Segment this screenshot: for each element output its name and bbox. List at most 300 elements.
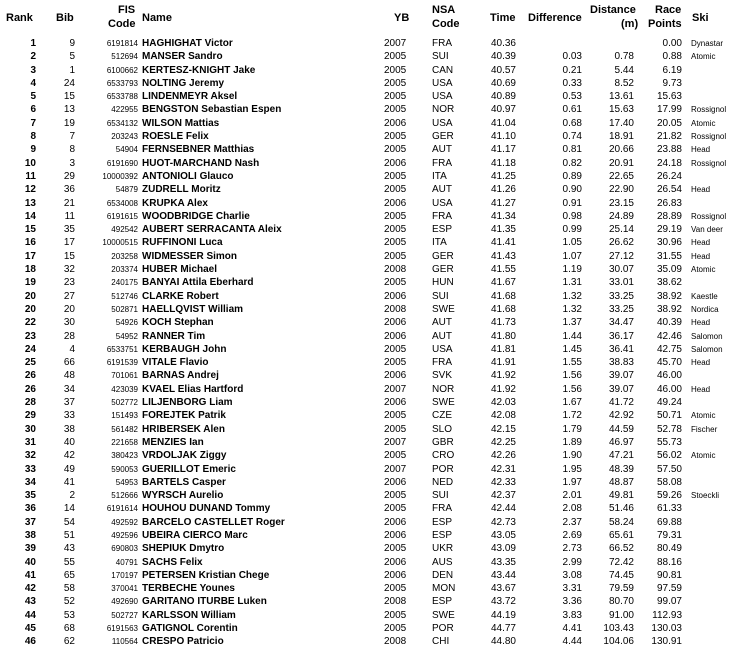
result-year-of-birth: 2005 bbox=[384, 357, 407, 369]
result-nsa-code: GBR bbox=[432, 436, 454, 448]
result-distance: 74.45 bbox=[608, 569, 634, 581]
result-ski-brand: Salomon bbox=[691, 331, 723, 341]
result-time: 44.19 bbox=[490, 609, 516, 621]
result-nsa-code: POR bbox=[432, 463, 454, 475]
result-fis-code: 561482 bbox=[111, 424, 138, 434]
result-name: HAGHIGHAT Victor bbox=[142, 38, 233, 49]
result-nsa-code: USA bbox=[432, 77, 453, 89]
result-distance: 48.87 bbox=[608, 476, 634, 488]
header-difference: Difference bbox=[528, 12, 582, 24]
result-year-of-birth: 2005 bbox=[384, 104, 407, 116]
result-time: 42.25 bbox=[490, 436, 516, 448]
result-rank: 39 bbox=[24, 543, 36, 555]
table-row bbox=[0, 117, 740, 130]
result-bib: 5 bbox=[69, 51, 75, 63]
result-year-of-birth: 2006 bbox=[384, 397, 407, 409]
result-name: VRDOLJAK Ziggy bbox=[142, 450, 227, 462]
result-rank: 40 bbox=[24, 556, 36, 568]
result-name: PETERSEN Kristian Chege bbox=[142, 569, 270, 581]
result-difference: 0.82 bbox=[562, 157, 582, 169]
result-distance: 30.07 bbox=[608, 264, 634, 276]
result-ski-brand: Head bbox=[691, 318, 711, 328]
result-name: HAELLQVIST William bbox=[142, 303, 244, 315]
result-ski-brand: Head bbox=[691, 185, 711, 195]
header-bib: Bib bbox=[56, 12, 74, 24]
result-time: 43.67 bbox=[490, 583, 516, 595]
result-distance: 15.63 bbox=[608, 104, 634, 116]
result-fis-code: 6191563 bbox=[106, 624, 138, 634]
result-nsa-code: FRA bbox=[432, 503, 452, 515]
result-year-of-birth: 2006 bbox=[384, 556, 407, 568]
result-ski-brand: Nordica bbox=[691, 304, 719, 314]
result-race-points: 26.24 bbox=[656, 170, 682, 182]
result-ski-brand: Dynastar bbox=[691, 39, 724, 48]
result-ski-brand: Kaestle bbox=[691, 291, 718, 301]
result-difference: 1.79 bbox=[562, 423, 582, 435]
result-year-of-birth: 2006 bbox=[384, 157, 407, 169]
result-difference: 1.67 bbox=[562, 397, 582, 409]
result-difference: 1.31 bbox=[562, 277, 582, 289]
result-time: 40.89 bbox=[490, 91, 516, 103]
result-nsa-code: NOR bbox=[432, 104, 455, 116]
result-fis-code: 6191615 bbox=[106, 211, 138, 221]
result-nsa-code: USA bbox=[432, 197, 453, 209]
result-bib: 28 bbox=[63, 330, 75, 342]
result-difference: 1.90 bbox=[562, 450, 582, 462]
result-race-points: 40.39 bbox=[656, 317, 682, 329]
result-time: 42.37 bbox=[490, 490, 516, 502]
result-time: 41.35 bbox=[490, 224, 516, 236]
result-difference: 3.36 bbox=[562, 596, 582, 608]
result-race-points: 130.03 bbox=[651, 623, 682, 635]
result-ski-brand: Atomic bbox=[691, 411, 716, 421]
result-fis-code: 54953 bbox=[115, 477, 138, 487]
result-ski-brand: Atomic bbox=[691, 118, 716, 128]
result-nsa-code: GER bbox=[432, 250, 454, 262]
results-table-body bbox=[0, 37, 740, 649]
result-year-of-birth: 2008 bbox=[384, 264, 407, 276]
result-race-points: 9.73 bbox=[662, 77, 682, 89]
result-bib: 19 bbox=[63, 117, 75, 129]
result-fis-code: 6533788 bbox=[106, 92, 138, 102]
result-bib: 37 bbox=[63, 397, 75, 409]
result-fis-code: 54879 bbox=[115, 185, 138, 195]
result-rank: 12 bbox=[24, 184, 36, 196]
result-bib: 48 bbox=[63, 370, 75, 382]
result-race-points: 20.05 bbox=[656, 117, 682, 129]
result-nsa-code: UKR bbox=[432, 543, 454, 555]
table-row bbox=[0, 356, 740, 369]
result-year-of-birth: 2005 bbox=[384, 623, 407, 635]
result-nsa-code: FRA bbox=[432, 357, 452, 369]
result-year-of-birth: 2005 bbox=[384, 77, 407, 89]
result-ski-brand: Head bbox=[691, 251, 711, 261]
result-rank: 6 bbox=[30, 104, 36, 116]
result-distance: 65.61 bbox=[608, 529, 634, 541]
table-row bbox=[0, 143, 740, 156]
result-fis-code: 492690 bbox=[111, 597, 138, 607]
result-race-points: 0.00 bbox=[662, 38, 682, 49]
result-time: 41.17 bbox=[490, 144, 516, 156]
result-difference: 1.05 bbox=[562, 237, 582, 249]
result-name: KERTESZ-KNIGHT Jake bbox=[142, 64, 256, 76]
result-rank: 22 bbox=[24, 317, 36, 329]
result-bib: 66 bbox=[63, 357, 75, 369]
result-difference: 4.44 bbox=[562, 636, 582, 648]
result-race-points: 23.88 bbox=[656, 144, 682, 156]
result-difference: 1.55 bbox=[562, 357, 582, 369]
result-rank: 15 bbox=[24, 224, 36, 236]
result-bib: 21 bbox=[63, 197, 75, 209]
result-distance: 27.12 bbox=[608, 250, 634, 262]
result-name: SHEPIUK Dmytro bbox=[142, 543, 225, 555]
header-nsa-line2: Code bbox=[432, 18, 460, 30]
result-race-points: 69.88 bbox=[656, 516, 682, 528]
result-nsa-code: CRO bbox=[432, 450, 455, 462]
result-difference: 0.03 bbox=[562, 51, 582, 63]
result-rank: 18 bbox=[24, 264, 36, 276]
table-row bbox=[0, 50, 740, 63]
result-race-points: 112.93 bbox=[652, 609, 682, 621]
header-race-line2: Points bbox=[648, 18, 682, 30]
result-rank: 37 bbox=[24, 516, 36, 528]
result-time: 42.15 bbox=[490, 423, 516, 435]
result-name: KVAEL Elias Hartford bbox=[142, 383, 244, 395]
result-bib: 23 bbox=[63, 277, 75, 289]
result-year-of-birth: 2006 bbox=[384, 476, 407, 488]
result-difference: 0.21 bbox=[562, 64, 582, 76]
result-nsa-code: ITA bbox=[432, 237, 447, 249]
result-nsa-code: SUI bbox=[432, 51, 449, 63]
result-distance: 33.25 bbox=[608, 303, 634, 315]
result-fis-code: 54904 bbox=[115, 145, 138, 155]
result-distance: 66.52 bbox=[608, 543, 634, 555]
result-difference: 0.90 bbox=[562, 184, 582, 196]
result-name: LINDENMEYR Aksel bbox=[142, 91, 238, 103]
result-fis-code: 492542 bbox=[111, 225, 138, 235]
result-bib: 55 bbox=[63, 556, 75, 568]
result-race-points: 45.70 bbox=[656, 357, 682, 369]
result-name: BARTELS Casper bbox=[142, 476, 226, 488]
result-nsa-code: AUS bbox=[432, 556, 453, 568]
result-nsa-code: CAN bbox=[432, 64, 454, 76]
result-race-points: 30.96 bbox=[656, 237, 682, 249]
result-race-points: 15.63 bbox=[656, 91, 682, 103]
result-distance: 49.81 bbox=[608, 490, 634, 502]
result-bib: 38 bbox=[63, 423, 75, 435]
result-nsa-code: GER bbox=[432, 131, 454, 143]
result-name: FERNSEBNER Matthias bbox=[142, 144, 255, 156]
result-bib: 52 bbox=[63, 596, 75, 608]
table-row bbox=[0, 529, 740, 542]
result-bib: 24 bbox=[63, 77, 75, 89]
result-fis-code: 6191814 bbox=[106, 39, 138, 48]
result-rank: 46 bbox=[24, 636, 36, 648]
header-race-line1: Race bbox=[655, 4, 682, 16]
table-row bbox=[0, 316, 740, 329]
result-difference: 2.37 bbox=[562, 516, 582, 528]
result-rank: 14 bbox=[24, 210, 36, 222]
result-time: 41.04 bbox=[490, 117, 516, 129]
result-race-points: 55.73 bbox=[656, 436, 682, 448]
result-name: ROESLE Felix bbox=[142, 131, 209, 143]
table-row bbox=[0, 343, 740, 356]
result-name: HRIBERSEK Alen bbox=[142, 423, 225, 435]
result-rank: 1 bbox=[30, 38, 36, 49]
result-fis-code: 492596 bbox=[111, 530, 138, 540]
result-distance: 17.40 bbox=[608, 117, 634, 129]
result-name: UBEIRA CIERCO Marc bbox=[142, 529, 248, 541]
result-difference: 1.32 bbox=[562, 290, 582, 302]
result-ski-brand: Atomic bbox=[691, 451, 716, 461]
result-distance: 79.59 bbox=[608, 583, 634, 595]
result-ski-brand: Rossignol bbox=[691, 105, 727, 115]
result-year-of-birth: 2005 bbox=[384, 490, 407, 502]
table-row bbox=[0, 556, 740, 569]
result-rank: 16 bbox=[24, 237, 36, 249]
result-race-points: 49.24 bbox=[656, 397, 682, 409]
result-time: 41.68 bbox=[490, 290, 516, 302]
result-rank: 13 bbox=[24, 197, 36, 209]
result-name: FOREJTEK Patrik bbox=[142, 410, 226, 422]
result-time: 42.44 bbox=[490, 503, 516, 515]
result-time: 42.73 bbox=[490, 516, 516, 528]
result-bib: 43 bbox=[63, 543, 75, 555]
result-rank: 7 bbox=[30, 117, 36, 129]
result-rank: 29 bbox=[24, 410, 36, 422]
result-time: 41.68 bbox=[490, 303, 516, 315]
result-distance: 13.61 bbox=[608, 91, 634, 103]
result-bib: 1 bbox=[69, 64, 75, 76]
result-time: 41.55 bbox=[490, 264, 516, 276]
result-distance: 33.25 bbox=[608, 290, 634, 302]
table-row bbox=[0, 197, 740, 210]
result-difference: 2.08 bbox=[562, 503, 582, 515]
header-time: Time bbox=[490, 12, 516, 24]
result-rank: 36 bbox=[24, 503, 36, 515]
result-distance: 46.97 bbox=[608, 436, 634, 448]
result-bib: 15 bbox=[63, 250, 75, 262]
result-difference: 2.73 bbox=[562, 543, 582, 555]
result-time: 41.80 bbox=[490, 330, 516, 342]
result-name: HUOT-MARCHAND Nash bbox=[142, 157, 260, 169]
result-time: 40.69 bbox=[490, 77, 516, 89]
result-difference: 0.89 bbox=[562, 170, 582, 182]
table-row bbox=[0, 436, 740, 449]
result-ski-brand: Atomic bbox=[691, 52, 716, 62]
result-race-points: 46.00 bbox=[656, 370, 682, 382]
result-nsa-code: ESP bbox=[432, 516, 453, 528]
header-distance-line1: Distance bbox=[590, 4, 636, 16]
result-year-of-birth: 2007 bbox=[384, 383, 407, 395]
table-row bbox=[0, 609, 740, 622]
result-year-of-birth: 2007 bbox=[384, 463, 407, 475]
result-race-points: 58.08 bbox=[656, 476, 682, 488]
table-row bbox=[0, 423, 740, 436]
result-distance: 38.83 bbox=[608, 357, 634, 369]
result-name: CLARKE Robert bbox=[142, 290, 219, 302]
result-difference: 1.97 bbox=[562, 476, 582, 488]
result-nsa-code: CHI bbox=[432, 636, 450, 648]
table-row bbox=[0, 263, 740, 276]
result-bib: 58 bbox=[63, 583, 75, 595]
result-difference: 4.41 bbox=[562, 623, 582, 635]
result-nsa-code: AUT bbox=[432, 317, 452, 329]
result-difference: 3.08 bbox=[562, 569, 582, 581]
result-nsa-code: MON bbox=[432, 583, 456, 595]
result-time: 43.72 bbox=[490, 596, 516, 608]
result-time: 41.81 bbox=[490, 343, 516, 355]
result-rank: 45 bbox=[24, 623, 36, 635]
result-fis-code: 422955 bbox=[111, 105, 138, 115]
result-year-of-birth: 2005 bbox=[384, 144, 407, 156]
result-year-of-birth: 2005 bbox=[384, 51, 407, 63]
result-fis-code: 6191614 bbox=[106, 504, 138, 514]
header-name: Name bbox=[142, 12, 172, 24]
header-rank: Rank bbox=[6, 12, 33, 24]
header-nsa-line1: NSA bbox=[432, 4, 456, 16]
result-fis-code: 40791 bbox=[115, 557, 138, 567]
result-fis-code: 151493 bbox=[111, 411, 138, 421]
result-nsa-code: AUT bbox=[432, 184, 452, 196]
result-nsa-code: AUT bbox=[432, 144, 452, 156]
result-ski-brand: Rossignol bbox=[691, 132, 727, 142]
result-fis-code: 6534008 bbox=[106, 198, 138, 208]
result-fis-code: 6534132 bbox=[106, 118, 138, 128]
result-distance: 36.41 bbox=[608, 343, 634, 355]
result-ski-brand: Rossignol bbox=[691, 158, 727, 168]
result-nsa-code: ESP bbox=[432, 529, 453, 541]
result-ski-brand: Head bbox=[691, 238, 711, 248]
result-time: 42.31 bbox=[490, 463, 516, 475]
result-time: 43.35 bbox=[490, 556, 516, 568]
result-distance: 20.91 bbox=[608, 157, 634, 169]
result-difference: 1.56 bbox=[562, 383, 582, 395]
result-year-of-birth: 2005 bbox=[384, 277, 407, 289]
table-row bbox=[0, 516, 740, 529]
result-distance: 20.66 bbox=[608, 144, 634, 156]
result-distance: 0.78 bbox=[614, 51, 634, 63]
result-year-of-birth: 2008 bbox=[384, 596, 407, 608]
result-name: KERBAUGH John bbox=[142, 343, 227, 355]
result-bib: 30 bbox=[63, 317, 75, 329]
result-time: 44.77 bbox=[490, 623, 516, 635]
result-difference: 0.68 bbox=[562, 117, 582, 129]
result-distance: 26.62 bbox=[608, 237, 634, 249]
result-year-of-birth: 2005 bbox=[384, 609, 407, 621]
results-table-header bbox=[0, 0, 740, 34]
result-bib: 14 bbox=[63, 503, 75, 515]
result-time: 43.09 bbox=[490, 543, 516, 555]
result-rank: 19 bbox=[24, 277, 36, 289]
result-race-points: 130.91 bbox=[651, 636, 682, 648]
result-distance: 22.65 bbox=[608, 170, 634, 182]
table-row bbox=[0, 210, 740, 223]
result-distance: 44.59 bbox=[608, 423, 634, 435]
result-ski-brand: Stoeckli bbox=[691, 491, 720, 501]
result-rank: 20 bbox=[24, 303, 36, 315]
result-year-of-birth: 2005 bbox=[384, 343, 407, 355]
result-difference: 1.45 bbox=[562, 343, 582, 355]
result-distance: 34.47 bbox=[608, 317, 634, 329]
result-time: 41.67 bbox=[490, 277, 516, 289]
header-ski: Ski bbox=[692, 12, 709, 24]
result-rank: 26 bbox=[24, 383, 36, 395]
result-ski-brand: Rossignol bbox=[691, 211, 727, 221]
result-distance: 103.43 bbox=[603, 623, 634, 635]
result-rank: 20 bbox=[24, 290, 36, 302]
result-race-points: 99.07 bbox=[656, 596, 682, 608]
result-time: 42.03 bbox=[490, 397, 516, 409]
result-ski-brand: Salomon bbox=[691, 344, 723, 354]
result-nsa-code: USA bbox=[432, 343, 453, 355]
result-name: WYRSCH Aurelio bbox=[142, 490, 224, 502]
result-bib: 29 bbox=[63, 170, 75, 182]
result-bib: 62 bbox=[63, 636, 75, 648]
result-bib: 36 bbox=[63, 184, 75, 196]
result-ski-brand: Head bbox=[691, 358, 711, 368]
result-distance: 36.17 bbox=[608, 330, 634, 342]
result-time: 40.36 bbox=[490, 38, 516, 49]
result-year-of-birth: 2005 bbox=[384, 224, 407, 236]
result-difference: 3.83 bbox=[562, 609, 582, 621]
result-difference: 0.99 bbox=[562, 224, 582, 236]
result-nsa-code: POR bbox=[432, 623, 454, 635]
result-nsa-code: NED bbox=[432, 476, 454, 488]
table-row bbox=[0, 476, 740, 489]
result-year-of-birth: 2005 bbox=[384, 503, 407, 515]
result-time: 42.26 bbox=[490, 450, 516, 462]
result-difference: 2.01 bbox=[562, 490, 582, 502]
result-distance: 58.24 bbox=[608, 516, 634, 528]
table-row bbox=[0, 170, 740, 183]
result-fis-code: 6533751 bbox=[106, 344, 138, 354]
result-name: MANSER Sandro bbox=[142, 51, 223, 63]
result-name: WOODBRIDGE Charlie bbox=[142, 210, 250, 222]
result-distance: 25.14 bbox=[608, 224, 634, 236]
result-difference: 1.44 bbox=[562, 330, 582, 342]
result-year-of-birth: 2005 bbox=[384, 583, 407, 595]
result-race-points: 80.49 bbox=[656, 543, 682, 555]
result-year-of-birth: 2006 bbox=[384, 317, 407, 329]
result-race-points: 61.33 bbox=[656, 503, 682, 515]
result-fis-code: 590053 bbox=[111, 464, 138, 474]
result-race-points: 56.02 bbox=[656, 450, 682, 462]
table-row bbox=[0, 157, 740, 170]
result-time: 41.27 bbox=[490, 197, 516, 209]
result-rank: 42 bbox=[24, 583, 36, 595]
result-race-points: 57.50 bbox=[656, 463, 682, 475]
result-bib: 2 bbox=[69, 490, 75, 502]
result-nsa-code: HUN bbox=[432, 277, 454, 289]
result-race-points: 0.88 bbox=[662, 51, 682, 63]
result-distance: 42.92 bbox=[608, 410, 634, 422]
result-rank: 17 bbox=[24, 250, 36, 262]
result-difference: 1.56 bbox=[562, 370, 582, 382]
result-race-points: 29.19 bbox=[656, 224, 682, 236]
result-fis-code: 203258 bbox=[111, 251, 138, 261]
result-ski-brand: Head bbox=[691, 145, 711, 155]
result-name: NOLTING Jeremy bbox=[142, 77, 225, 89]
table-row bbox=[0, 569, 740, 582]
result-difference: 1.95 bbox=[562, 463, 582, 475]
result-distance: 91.00 bbox=[608, 609, 634, 621]
result-race-points: 28.89 bbox=[656, 210, 682, 222]
result-nsa-code: DEN bbox=[432, 569, 454, 581]
result-nsa-code: SVK bbox=[432, 370, 453, 382]
result-time: 43.05 bbox=[490, 529, 516, 541]
result-nsa-code: GER bbox=[432, 264, 454, 276]
